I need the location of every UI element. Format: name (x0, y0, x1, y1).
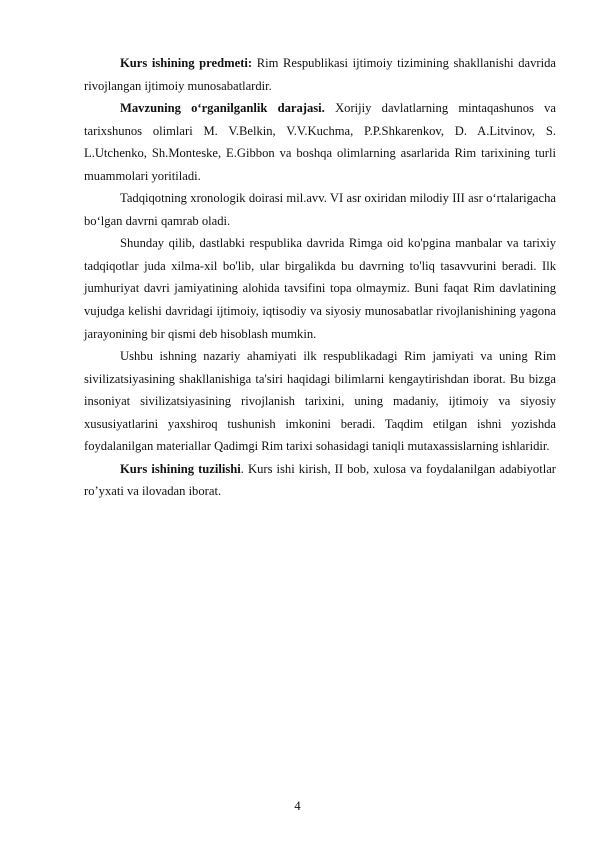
paragraph-text: Shunday qilib, dastlabki respublika davrida Rimga oid ko'pgina manbalar va tarixiy tadqiqotlar juda xilma-xil bo'lib, ular birgalikda bu davrning to'liq tasavvurini beradi. Ilk jumhuriyat davri jamiyatining alohida tavsifini topa olmaymiz. Buni faqat Rim davlatining vujudga kelishi davridagi ijtimoiy, iqtisodiy va siyosiy munosabatlar rivojlanishining yagona jarayonining bir qismi deb hisoblash mumkin. (84, 236, 556, 341)
paragraph-text: Xorijiy davlatlarning mintaqashunos va tarixshunos olimlari M. V.Belkin, V.V.Kuchma, P.P.Shkarenkov, D. A.Litvinov, S. L.Utchenko, Sh.Monteske, E.Gibbon va boshqa olimlarning asarlarida Rim tarixining turli muammolari yoritiladi. (84, 101, 557, 183)
paragraph-heading: Mavzuning o‘rganilganlik darajasi. (120, 101, 325, 116)
paragraph-text: . Kurs ishi kirish, II bob, xulosa va foydalanilgan adabiyotlar ro’yxati va ilovadan iborat. (84, 461, 556, 499)
paragraph-text: Rim Respublikasi ijtimoiy tizimining shakllanishi davrida rivojlangan ijtimoiy munosabatlardir. (84, 56, 556, 93)
document-page (84, 52, 556, 503)
paragraph-subject (84, 52, 556, 97)
page-number: 4 (294, 799, 301, 813)
paragraph-text: Ushbu ishning nazariy ahamiyati ilk respublikadagi Rim jamiyati va uning Rim sivilizatsiyasining shakllanishiga ta'siri haqidagi bilimlarni kengaytirishdan iborat. Bu bizga insoniyat sivilizatsiyasining rivojlanish tarixini, uning madaniy, ijtimoiy va siyosiy xususiyatlarini yaxshiroq tushunish imkonini beradi. Taqdim etilgan ishni yozishda foydalanilgan materiallar Qadimgi Rim tarixi sohasidagi taniqli mutaxassislarning ishlaridir. (84, 349, 556, 454)
paragraph-research-degree (84, 97, 556, 187)
paragraph-chronology (84, 187, 556, 232)
paragraph-text: Tadqiqotning xronologik doirasi mil.avv. VI asr oxiridan milodiy III asr oʻrtalarigacha boʻlgan davrni qamrab oladi. (84, 191, 556, 228)
paragraph-significance (84, 345, 556, 458)
paragraph-sources (84, 232, 556, 345)
paragraph-heading: Kurs ishining tuzilishi (120, 461, 241, 476)
paragraph-structure (84, 458, 556, 503)
paragraph-heading: Kurs ishining predmeti: (120, 56, 253, 70)
